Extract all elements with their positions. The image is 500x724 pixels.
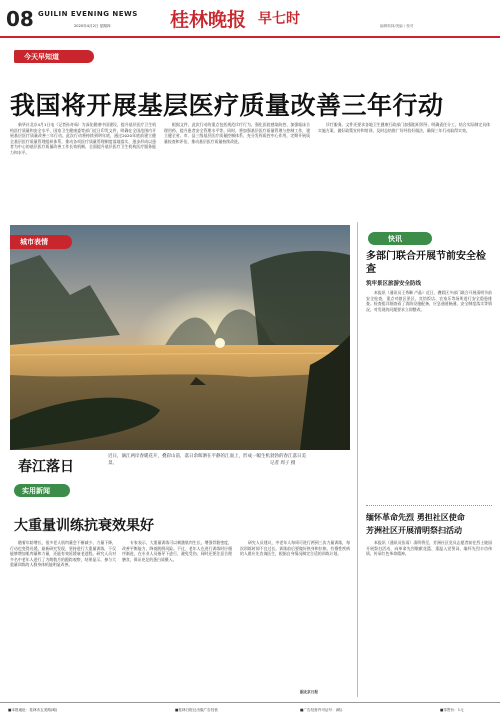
flash-news-label: 快讯 (388, 235, 402, 243)
editor-credits: 编辑郭林/美编 / 校对 (380, 24, 414, 28)
masthead (0, 0, 500, 40)
paper-english-name: GUILIN EVENING NEWS (38, 10, 138, 18)
footer-address: ■本报地址：桂林市五美路(略) (8, 708, 58, 712)
sidebar-story-2-headline: 缅怀革命先烈 勇担社区使命 (366, 513, 465, 522)
photo-title: 春江落日 (18, 459, 74, 475)
photo-block (10, 225, 350, 450)
lead-headline: 我国将开展基层医疗质量改善三年行动 (10, 91, 444, 120)
photo-caption: 近日，漓江两岸春暖花开，叠彩山前，落日余晖洒在平静的江面上，形成一幅生机勃勃的春江落日美景。 (108, 454, 306, 466)
bottom-col3-text: 研究人员建议，中老年人每周可进行两到三次力量训练，每次训练时间不宜过长，训练前后要做好热身和拉伸。有慢性疾病的人群应先咨询医生，根据自身情况制定合适的训练计划。 (240, 540, 350, 557)
practical-news-tag (14, 484, 70, 497)
flash-news-tag (368, 232, 432, 245)
bottom-column-1 (10, 540, 116, 700)
bottom-credit: 据北京日报 (300, 690, 318, 694)
lead-column-3 (318, 122, 490, 212)
practical-news-label: 实用新闻 (22, 487, 50, 495)
bottom-column-3 (240, 540, 350, 685)
footer-rule (0, 702, 500, 703)
footer-license: ■广告经营许可证号：(略) (300, 708, 343, 712)
bottom-col1-text: 随着年龄增长，很多老人肌肉量会不断减少，力量下降，行动也变得迟缓。最新研究发现，坚持进行大重量训练，不仅能够增加肌肉量和力量，还能有效延缓衰老进程。研究人员对多名中老年人进行了为期数月的跟踪观察，结果显示，参与大重量训练的人群身体机能明显改善。 (10, 540, 116, 568)
lead-column-2 (164, 122, 310, 212)
section-brand: 早七时 (258, 11, 300, 27)
brand-logo: 桂林晚报 (170, 9, 247, 31)
bottom-headline: 大重量训练抗衰效果好 (14, 518, 154, 534)
sunset-river-photo (10, 225, 350, 450)
lead-column-1 (10, 122, 156, 212)
page-number: 08 (6, 7, 34, 31)
lead-col1-text: 新华社北京4月1日电（记者孙奇茹）为深化健康中国建设，提升基层医疗卫生机构医疗质量和安全水平，国家卫生健康委等部门近日印发文件，明确在全国范围内开展基层医疗质量改善三年行动。此次行动将持续到明年底，通过2020年底前建立健全基层医疗质量管理组织体系，推动各项医疗质量管理制度落地落实，逐步形成以患者为中心的基层医疗质量改善工作长效机制，全面提升基层医疗卫生机构医疗服务能力和水平。 (10, 122, 156, 155)
footer-price: ■零售价：1元 (440, 708, 464, 712)
city-tag-label: 城市表情 (20, 238, 48, 246)
sidebar-story-1-subhead: 筑牢景区旅游安全防线 (366, 281, 422, 287)
sidebar-story-2-subhead: 芳洲社区开展清明祭扫活动 (366, 526, 462, 535)
sidebar-story-1 (366, 250, 492, 450)
lead-col2-text: 根据文件，此次行动的重点包括规范诊疗行为、强化医院感染防控、加强临床合理用药、提升患者安全管理水平等。同时，将加强基层医疗质量管理与控制工作，建立健全省、市、县三级基层医疗质量控制体系，充分发挥质控中心作用，定期开展质量检查和评估，推动基层医疗质量持续改进。 (164, 122, 310, 144)
sidebar-separator (366, 505, 492, 506)
lead-col3-text: 诊疗服务。文件还要求各地卫生健康行政部门加强组织领导，明确责任分工，结合实际制定具体实施方案，做好政策宣传和培训，及时总结推广好经验好做法，确保三年行动取得实效。 (318, 122, 490, 133)
sidebar-story-1-headline: 多部门联合开展节前安全检查 (366, 251, 486, 275)
sidebar-divider (357, 222, 358, 697)
sidebar-story-2 (366, 512, 492, 670)
lead-tag (14, 50, 94, 63)
photo-credit: 记者 周子 摄 (270, 461, 296, 466)
masthead-rule (0, 36, 500, 38)
city-tag (10, 235, 72, 249)
sidebar-story-2-body (366, 540, 492, 670)
sidebar-story-1-body (366, 290, 492, 450)
sidebar-story-2-text: 本报讯（通讯员张雨）清明将至，芳洲社区党员志愿者前往烈士陵园开展祭扫活动，向革命先烈敬献花篮、重温入党誓词，缅怀先烈丰功伟绩，传承红色革命精神。 (366, 540, 492, 557)
bottom-col2-text: 专家表示，大重量训练可以刺激肌肉生长，增强骨骼密度，改善平衡能力，降低跌倒风险。不过，老年人在进行训练时应循序渐进，在专业人员指导下进行，避免受伤。同时还要注意合理膳食，保证充足的蛋白质摄入。 (122, 540, 232, 562)
bottom-column-2 (122, 540, 232, 700)
sidebar-story-1-text: 本报讯（通讯员王秀琳 卢晶）近日，叠彩区多部门联合开展清明节前安全检查，重点对辖区景区、宾馆饭店、农家乐等场所进行安全隐患排查。检查组详细查看了消防设施配备、应急通道畅通、安全制度落实等情况，对发现的问题要求立即整改。 (366, 290, 492, 312)
lead-tag-label: 今天早知道 (24, 53, 59, 61)
footer (0, 705, 500, 719)
issue-date: 2020年4月2日 星期四 (74, 24, 111, 28)
footer-publisher: ■桂林日报社出版广告经营 (175, 708, 218, 712)
